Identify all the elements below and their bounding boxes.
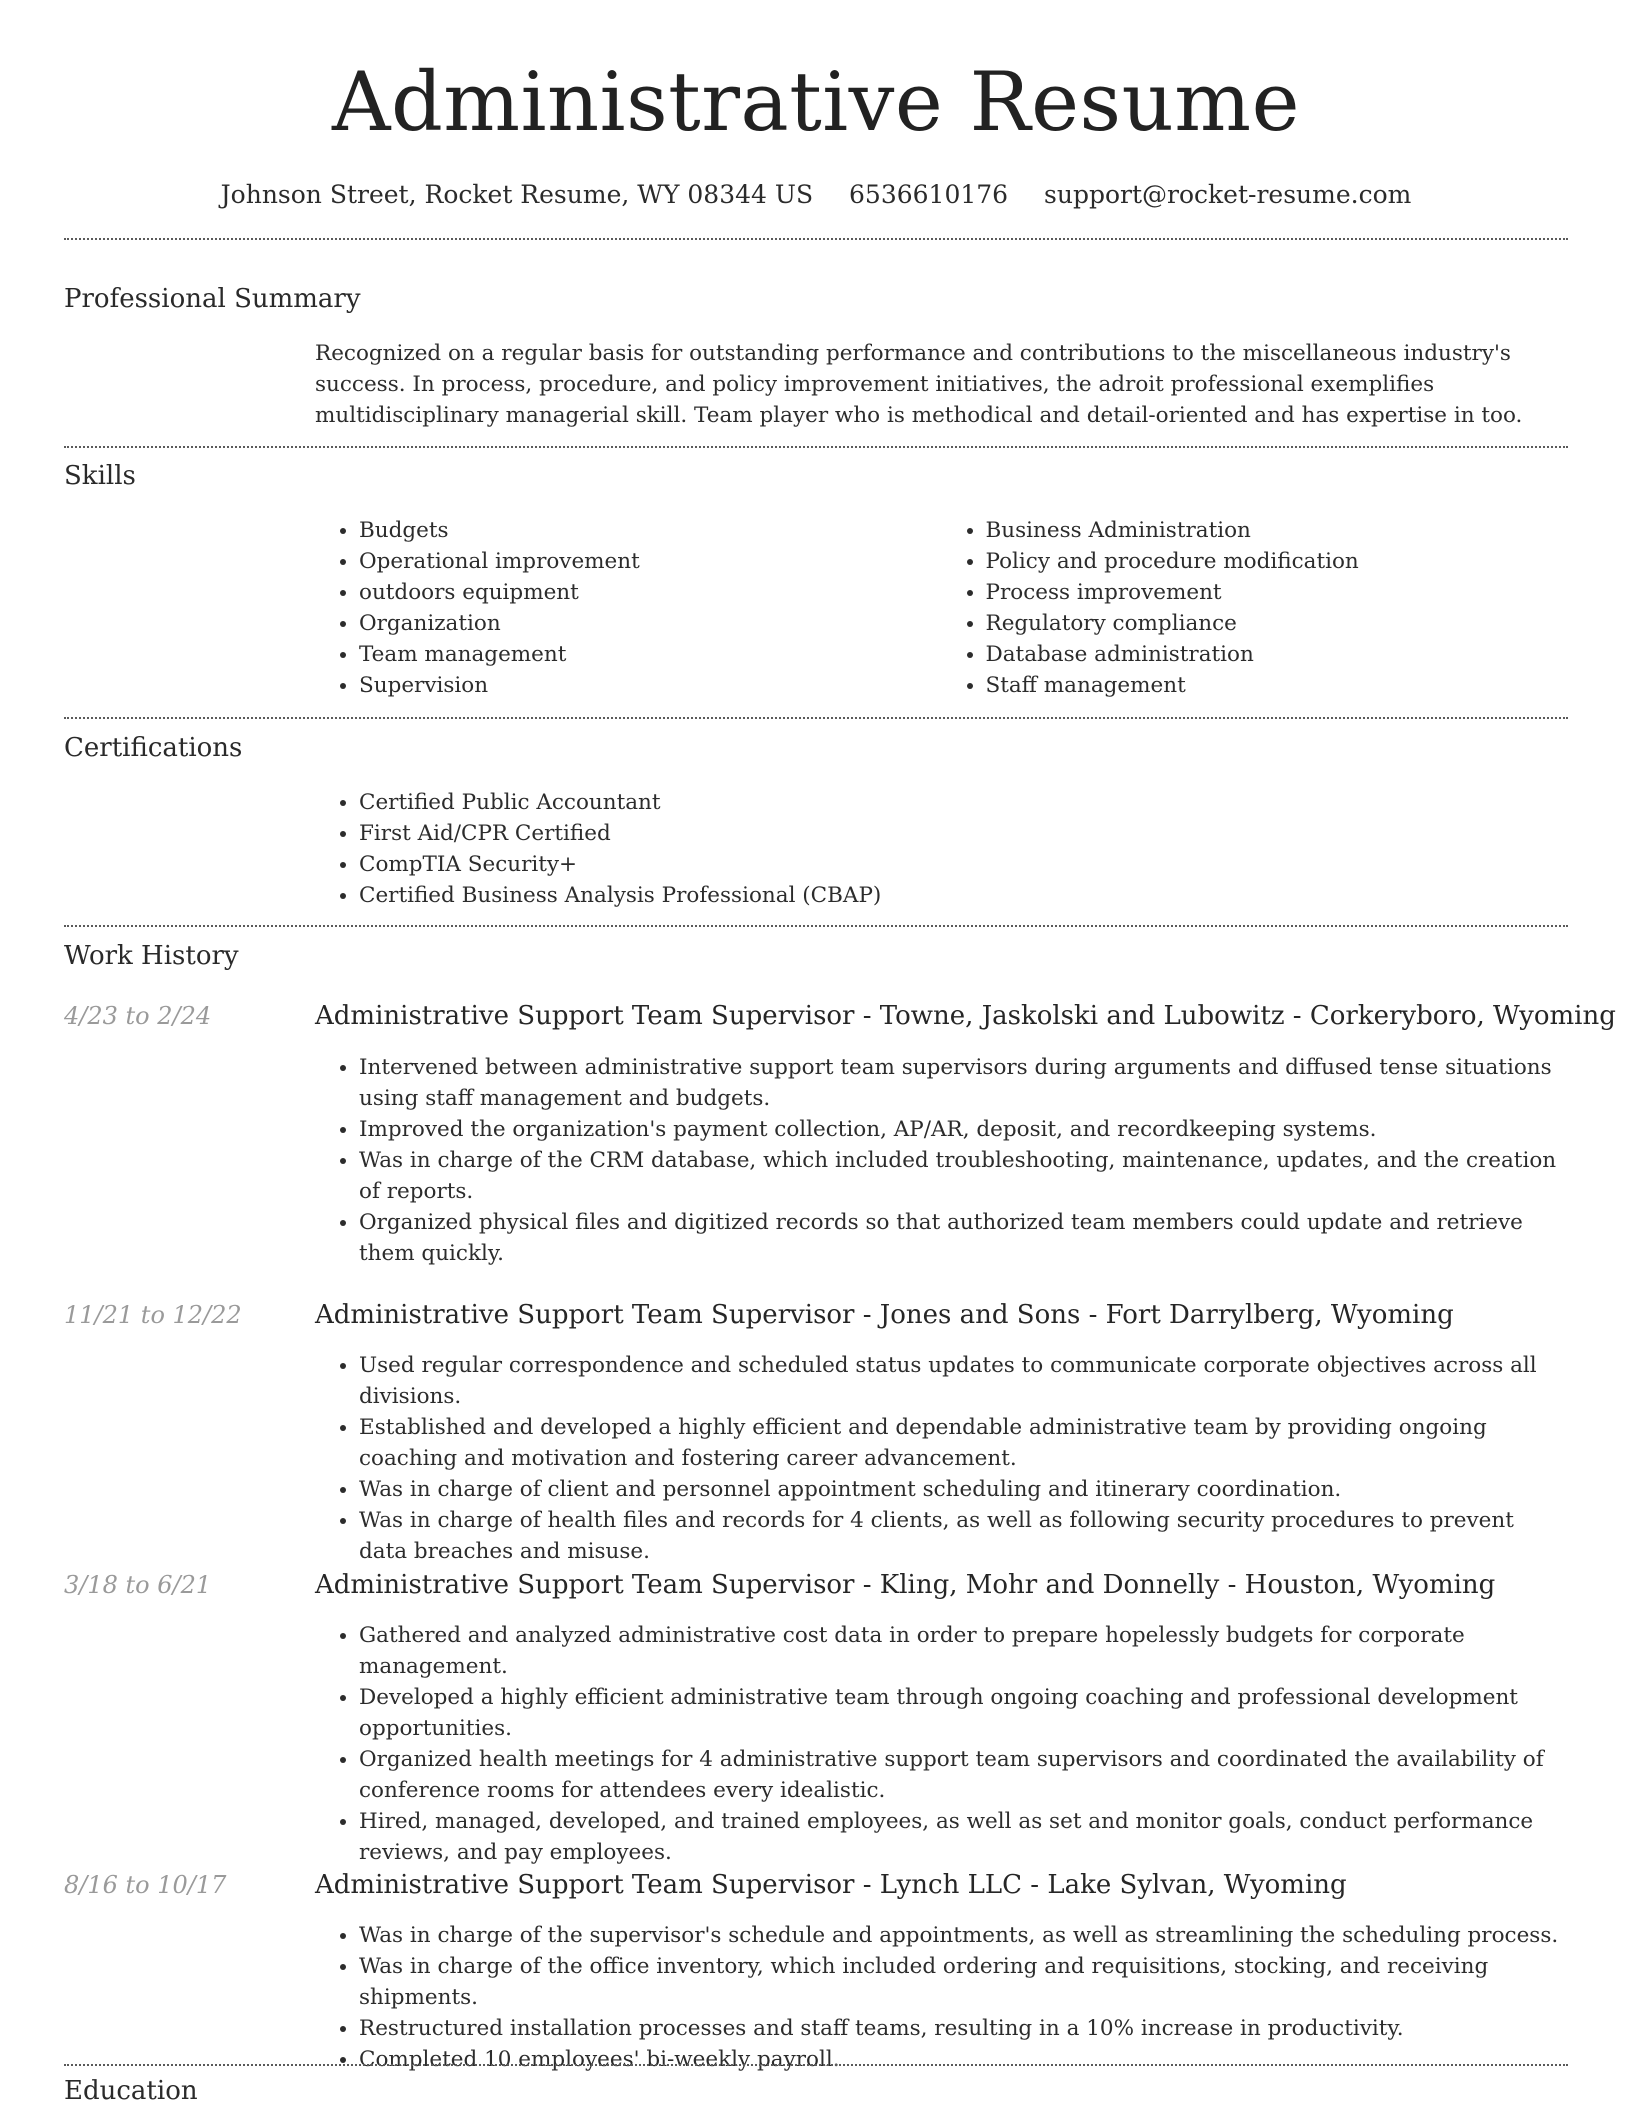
job-details bbox=[315, 1620, 1568, 1868]
skill-item: • Staff management bbox=[986, 670, 1569, 701]
skill-item: • Team management bbox=[359, 639, 942, 670]
certifications-list bbox=[315, 787, 1568, 911]
job-date: 8/16 to 10/17 bbox=[64, 1871, 227, 1899]
skills-list-left bbox=[315, 515, 942, 701]
job-bullet: • Completed 10 employees' bi-weekly payroll. bbox=[359, 2044, 1568, 2075]
job-date: 4/23 to 2/24 bbox=[64, 1002, 212, 1030]
skill-item: • Database administration bbox=[986, 639, 1569, 670]
job-bullet: • Was in charge of the office inventory, which included ordering and requisitions, stocking, and receiving shipments. bbox=[359, 1951, 1568, 2013]
contact-phone: 6536610176 bbox=[849, 180, 1009, 209]
certification-item: • Certified Business Analysis Professional (CBAP) bbox=[359, 880, 1568, 911]
skill-item: • Policy and procedure modification bbox=[986, 546, 1569, 577]
job-bullet: • Developed a highly efficient administrative team through ongoing coaching and professional development opportunities. bbox=[359, 1682, 1568, 1744]
contact-address: Johnson Street, Rocket Resume, WY 08344 US bbox=[220, 180, 814, 209]
job-bullets bbox=[315, 1350, 1568, 1567]
skills-list-right bbox=[942, 515, 1569, 701]
job-bullet: • Was in charge of client and personnel appointment scheduling and itinerary coordination. bbox=[359, 1474, 1568, 1505]
job-bullets bbox=[315, 1620, 1568, 1868]
job-bullet: • Was in charge of the supervisor's schedule and appointments, as well as streamlining the scheduling process. bbox=[359, 1920, 1568, 1951]
job-bullet: • Restructured installation processes and staff teams, resulting in a 10% increase in productivity. bbox=[359, 2013, 1568, 2044]
summary-text: Recognized on a regular basis for outstanding performance and contributions to the miscellaneous industry's success. In process, procedure, and policy improvement initiatives, the adroit professional exemplifies multidisciplinary managerial skill. Team player who is methodical and detail-oriented and has expertise in too. bbox=[315, 341, 1523, 428]
job-title: Administrative Support Team Supervisor - Towne, Jaskolski and Lubowitz - Corkeryboro, Wyoming bbox=[315, 1001, 1616, 1031]
job-details bbox=[315, 1920, 1568, 2075]
section-title-work-history: Work History bbox=[64, 941, 239, 971]
job-bullet: • Was in charge of health files and records for 4 clients, as well as following security procedures to prevent data breaches and misuse. bbox=[359, 1505, 1568, 1567]
contact-line bbox=[0, 178, 1632, 212]
divider bbox=[64, 925, 1568, 927]
certification-item: • CompTIA Security+ bbox=[359, 849, 1568, 880]
job-bullet: • Organized physical files and digitized records so that authorized team members could update and retrieve them quickly. bbox=[359, 1207, 1568, 1269]
resume-title: Administrative Resume bbox=[331, 56, 1301, 150]
contact-email: support@rocket-resume.com bbox=[1044, 180, 1412, 209]
divider bbox=[64, 717, 1568, 719]
section-title-summary: Professional Summary bbox=[64, 284, 361, 314]
skill-item: • Organization bbox=[359, 608, 942, 639]
job-title: Administrative Support Team Supervisor - Kling, Mohr and Donnelly - Houston, Wyoming bbox=[315, 1570, 1496, 1600]
job-details bbox=[315, 1350, 1568, 1567]
job-bullet: • Organized health meetings for 4 administrative support team supervisors and coordinated the availability of conference rooms for attendees every idealistic. bbox=[359, 1744, 1568, 1806]
divider bbox=[64, 238, 1568, 240]
section-title-education: Education bbox=[64, 2076, 198, 2106]
certification-item: • Certified Public Accountant bbox=[359, 787, 1568, 818]
job-bullets bbox=[315, 1920, 1568, 2075]
job-bullet: • Gathered and analyzed administrative cost data in order to prepare hopelessly budgets for corporate management. bbox=[359, 1620, 1568, 1682]
job-bullet: • Established and developed a highly efficient and dependable administrative team by providing ongoing coaching and motivation and fostering career advancement. bbox=[359, 1412, 1568, 1474]
job-bullets bbox=[315, 1052, 1568, 1269]
job-title: Administrative Support Team Supervisor - Lynch LLC - Lake Sylvan, Wyoming bbox=[315, 1870, 1347, 1900]
skill-item: • Business Administration bbox=[986, 515, 1569, 546]
job-bullet: • Intervened between administrative support team supervisors during arguments and diffused tense situations using staff management and budgets. bbox=[359, 1052, 1568, 1114]
job-bullet: • Improved the organization's payment collection, AP/AR, deposit, and recordkeeping systems. bbox=[359, 1114, 1568, 1145]
skill-item: • Process improvement bbox=[986, 577, 1569, 608]
job-title: Administrative Support Team Supervisor - Jones and Sons - Fort Darrylberg, Wyoming bbox=[315, 1300, 1454, 1330]
job-bullet: • Hired, managed, developed, and trained employees, as well as set and monitor goals, conduct performance reviews, and pay employees. bbox=[359, 1806, 1568, 1868]
summary-block bbox=[315, 338, 1568, 431]
divider bbox=[64, 2064, 1568, 2066]
job-date: 11/21 to 12/22 bbox=[64, 1301, 242, 1329]
job-bullet: • Used regular correspondence and scheduled status updates to communicate corporate objectives across all divisions. bbox=[359, 1350, 1568, 1412]
skill-item: • Supervision bbox=[359, 670, 942, 701]
skill-item: • Operational improvement bbox=[359, 546, 942, 577]
skills-grid bbox=[315, 515, 1568, 701]
certification-item: • First Aid/CPR Certified bbox=[359, 818, 1568, 849]
section-title-skills: Skills bbox=[64, 461, 136, 491]
job-date: 3/18 to 6/21 bbox=[64, 1571, 212, 1599]
job-bullet: • Was in charge of the CRM database, which included troubleshooting, maintenance, updates, and the creation of reports. bbox=[359, 1145, 1568, 1207]
skill-item: • outdoors equipment bbox=[359, 577, 942, 608]
job-details bbox=[315, 1052, 1568, 1269]
skill-item: • Budgets bbox=[359, 515, 942, 546]
section-title-certifications: Certifications bbox=[64, 733, 243, 763]
skill-item: • Regulatory compliance bbox=[986, 608, 1569, 639]
certifications-block bbox=[315, 787, 1568, 911]
divider bbox=[64, 446, 1568, 448]
